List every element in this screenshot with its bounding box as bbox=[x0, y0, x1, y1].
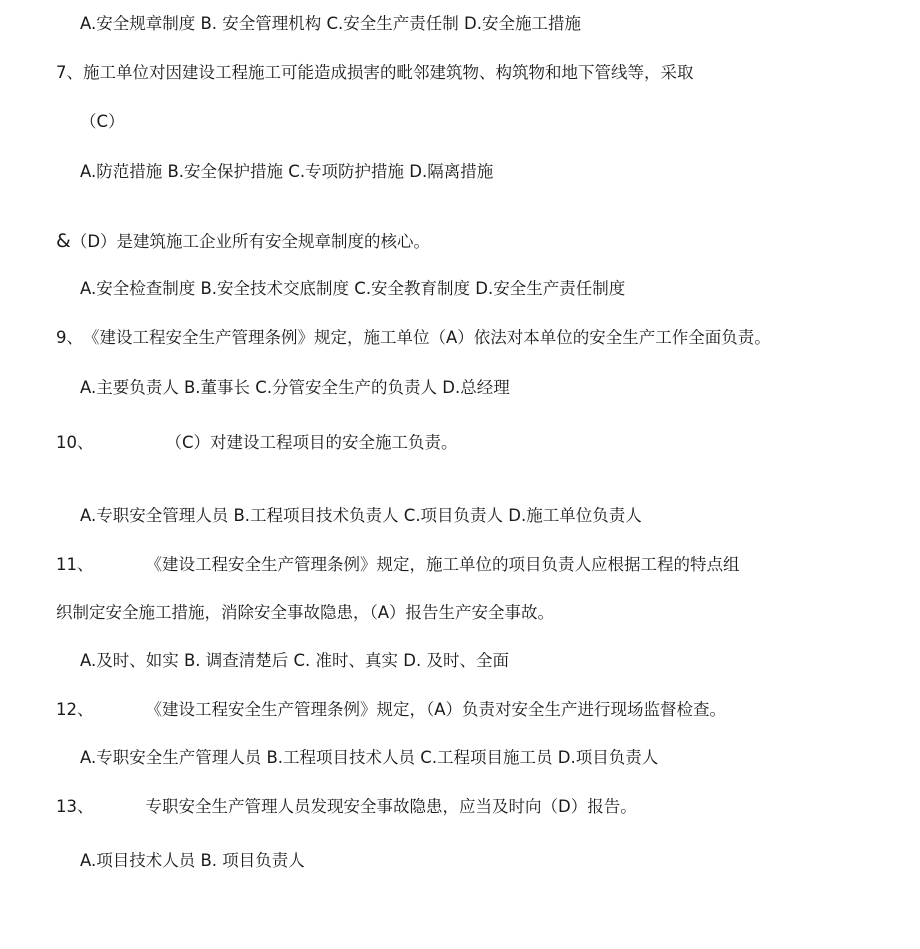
q10-stem bbox=[56, 432, 458, 454]
q8-stem bbox=[56, 230, 430, 253]
q12-stem bbox=[56, 699, 726, 721]
q7-number: 7、 bbox=[56, 63, 83, 82]
q8-options: A.安全检查制度 B.安全技术交底制度 C.安全教育制度 D.安全生产责任制度 bbox=[80, 279, 626, 298]
q7-stem bbox=[56, 62, 694, 84]
q11-number: 11、 bbox=[56, 555, 94, 574]
q7-answer: （C） bbox=[80, 112, 125, 131]
q9-number: 9、 bbox=[56, 328, 83, 347]
q10-number: 10、 bbox=[56, 433, 94, 452]
q9-text: 《建设工程安全生产管理条例》规定，施工单位（A）依法对本单位的安全生产工作全面负责。 bbox=[83, 328, 771, 347]
q9-stem bbox=[56, 327, 771, 349]
q9-options: A.主要负责人 B.董事长 C.分管安全生产的负责人 D.总经理 bbox=[80, 378, 510, 397]
q8-text: （D）是建筑施工企业所有安全规章制度的核心。 bbox=[70, 232, 431, 251]
q10-options: A.专职安全管理人员 B.工程项目技术负责人 C.项目负责人 D.施工单位负责人 bbox=[80, 506, 642, 525]
q12-text: 《建设工程安全生产管理条例》规定，（A）负责对安全生产进行现场监督检查。 bbox=[145, 700, 727, 719]
q12-number: 12、 bbox=[56, 700, 94, 719]
q7-options: A.防范措施 B.安全保护措施 C.专项防护措施 D.隔离措施 bbox=[80, 162, 494, 181]
q11-text: 《建设工程安全生产管理条例》规定，施工单位的项目负责人应根据工程的特点组 bbox=[145, 555, 740, 574]
q8-number: & bbox=[56, 230, 71, 252]
q13-options: A.项目技术人员 B. 项目负责人 bbox=[80, 851, 305, 870]
q7-text: 施工单位对因建设工程施工可能造成损害的毗邻建筑物、构筑物和地下管线等，采取 bbox=[83, 63, 694, 82]
q6-options: A.安全规章制度 B. 安全管理机构 C.安全生产责任制 D.安全施工措施 bbox=[80, 14, 582, 33]
q13-number: 13、 bbox=[56, 797, 94, 816]
q10-text: （C）对建设工程项目的安全施工负责。 bbox=[165, 433, 458, 452]
q11-stem bbox=[56, 554, 740, 576]
q11-options: A.及时、如实 B. 调查清楚后 C. 准时、真实 D. 及时、全面 bbox=[80, 651, 509, 670]
q11-stem-continued: 织制定安全施工措施，消除安全事故隐患，（A）报告生产安全事故。 bbox=[56, 603, 555, 622]
q13-text: 专职安全生产管理人员发现安全事故隐患，应当及时向（D）报告。 bbox=[145, 797, 637, 816]
q13-stem bbox=[56, 796, 637, 818]
q12-options: A.专职安全生产管理人员 B.工程项目技术人员 C.工程项目施工员 D.项目负责人 bbox=[80, 748, 659, 767]
